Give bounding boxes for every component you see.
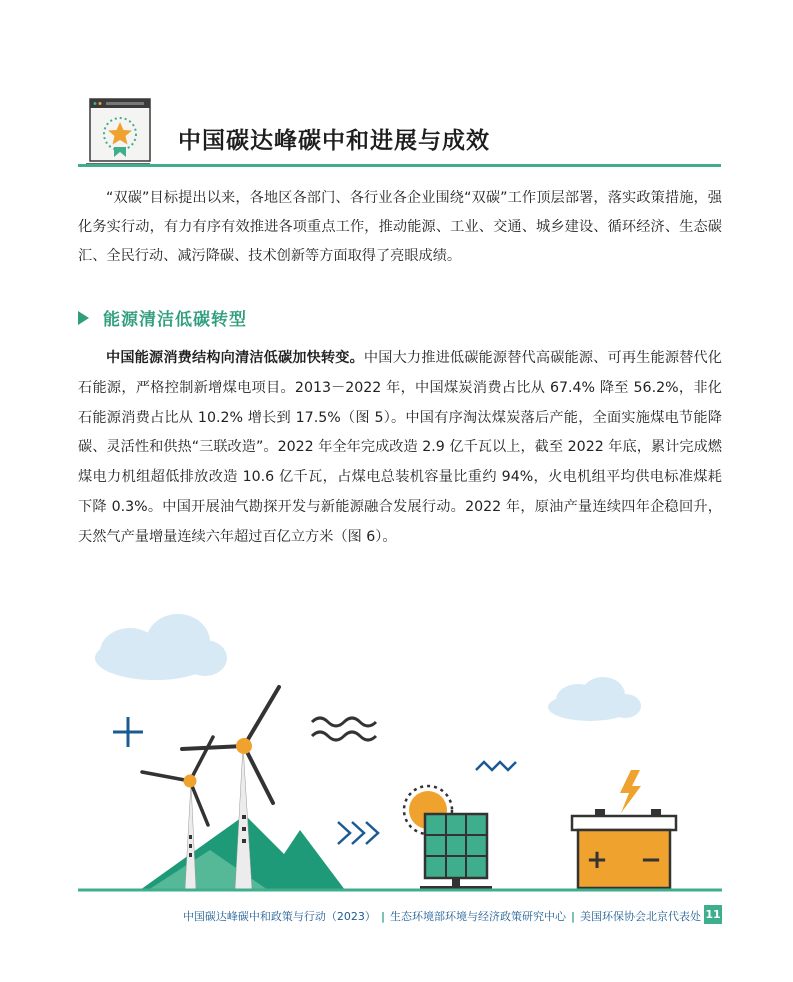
body-lead: 中国能源消费结构向清洁低碳加快转变。 <box>106 350 364 366</box>
star-badge-icon <box>86 97 152 169</box>
section-title: 能源清洁低碳转型 <box>103 310 247 330</box>
plus-decor-icon <box>113 717 143 747</box>
wind-waves-icon <box>312 718 376 740</box>
section-heading <box>78 305 247 330</box>
footer-separator: | <box>380 910 385 923</box>
triangle-right-icon <box>78 311 89 325</box>
page-title: 中国碳达峰碳中和进展与成效 <box>178 128 490 154</box>
clean-energy-illustration <box>0 600 793 900</box>
battery-plus-label: + <box>586 845 608 875</box>
chevrons-right-icon <box>338 822 378 844</box>
solar-panel-icon <box>420 814 492 890</box>
zigzag-decor-icon <box>476 762 516 770</box>
cloud-right-icon <box>548 677 641 721</box>
page-number: 11 <box>704 905 722 924</box>
battery-icon <box>572 809 676 888</box>
footer-org-1: 生态环境部环境与经济政策研究中心 <box>389 910 566 923</box>
body-paragraph <box>78 344 722 553</box>
footer-report-title: 中国碳达峰碳中和政策与行动（2023） <box>182 910 376 923</box>
cloud-left-icon <box>95 614 227 680</box>
footer-text <box>183 908 701 924</box>
footer-separator: | <box>570 910 575 923</box>
page-footer <box>0 905 793 929</box>
title-divider <box>78 164 721 167</box>
footer-org-2: 美国环保协会北京代表处 <box>580 910 701 923</box>
battery-minus-label: − <box>640 845 662 875</box>
lightning-icon <box>620 770 641 813</box>
body-text: 中国大力推进低碳能源替代高碳能源、可再生能源替代化石能源，严格控制新增煤电项目。2013－2022 年，中国煤炭消费占比从 67.4% 降至 56.2%，非化石能源消费占比从 10.2% 增长到 17.5%（图 5）。中国有序淘汰煤炭落后产能，全面实施煤电节能降碳、灵活性和供热“三联改造”。2022 年全年完成改造 2.9 亿千瓦以上，截至 2022 年底，累计完成燃煤电力机组超低排放改造 10.6 亿千瓦，占煤电总装机容量比重约 94%，火电机组平均供电标准煤耗下降 0.3%。中国开展油气勘探开发与新能源融合发展行动。2022 年，原油产量连续四年企稳回升，天然气产量增量连续六年超过百亿立方米（图 6）。 <box>78 350 722 545</box>
intro-paragraph: “双碳”目标提出以来，各地区各部门、各行业各企业围绕“双碳”工作顶层部署，落实政策措施，强化务实行动，有力有序有效推进各项重点工作，推动能源、工业、交通、城乡建设、循环经济、生态碳汇、全民行动、减污降碳、技术创新等方面取得了亮眼成绩。 <box>78 190 722 264</box>
